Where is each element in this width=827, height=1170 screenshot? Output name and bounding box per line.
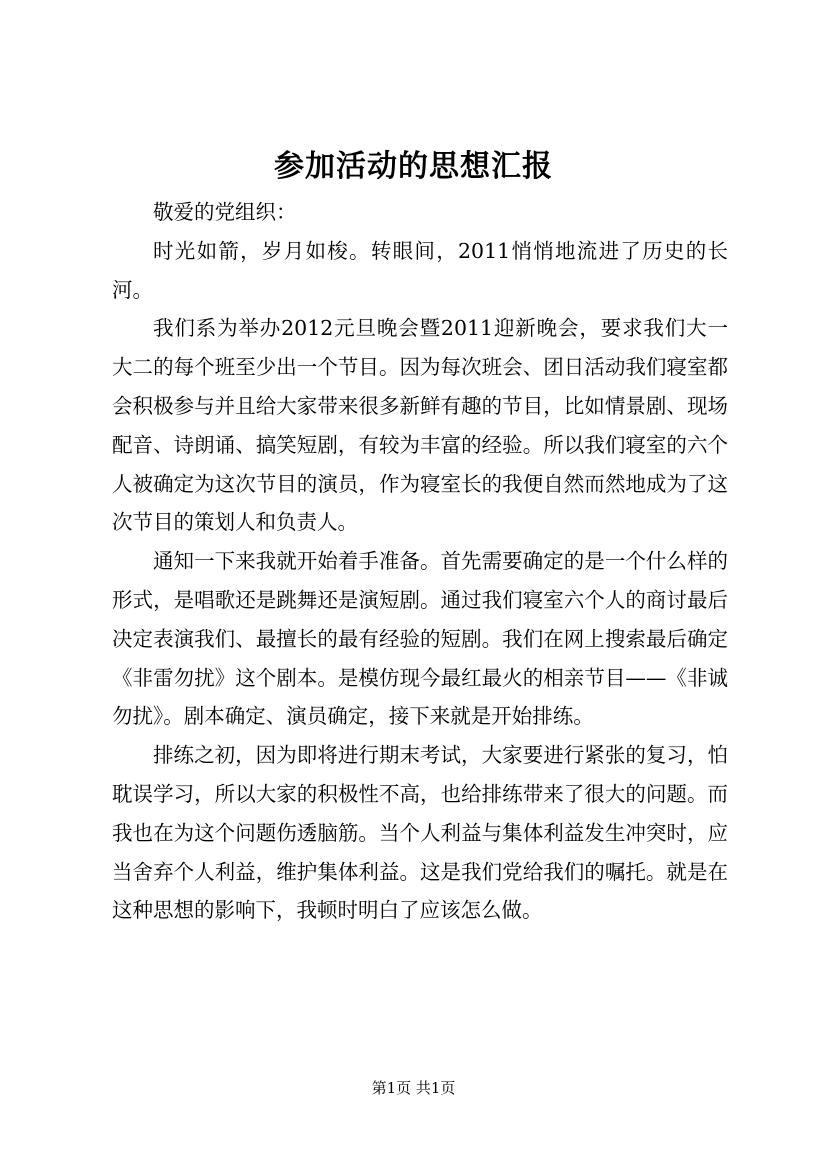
salutation: 敬爱的党组织： bbox=[153, 200, 297, 224]
document-title: 参加活动的思想汇报 bbox=[274, 149, 553, 184]
paragraph-3: 通知一下来我就开始着手准备。首先需要确定的是一个什么样的形式，是唱歌还是跳舞还是演短剧。通过我们寝室六个人的商讨最后决定表演我们、最擅长的最有经验的短剧。我们在网上搜索最后确定《非雷勿扰》这个剧本。是模仿现今最红最火的相亲节目——《非诚勿扰》。剧本确定、演员确定，接下来就是开始排练。 bbox=[112, 549, 728, 729]
page-footer: 第1页 共1页 bbox=[371, 1079, 456, 1097]
paragraph-4: 排练之初，因为即将进行期末考试，大家要进行紧张的复习，怕耽误学习，所以大家的积极性不高，也给排练带来了很大的问题。而我也在为这个问题伤透脑筋。当个人利益与集体利益发生冲突时，应当舍弃个人利益，维护集体利益。这是我们党给我们的嘱托。就是在这种思想的影响下，我顿时明白了应该怎么做。 bbox=[112, 743, 728, 923]
paragraph-2: 我们系为举办2012元旦晚会暨2011迎新晚会，要求我们大一大二的每个班至少出一个节目。因为每次班会、团日活动我们寝室都会积极参与并且给大家带来很多新鲜有趣的节目，比如情景剧、现场配音、诗朗诵、搞笑短剧，有较为丰富的经验。所以我们寝室的六个人被确定为这次节目的演员，作为寝室长的我便自然而然地成为了这次节目的策划人和负责人。 bbox=[112, 316, 728, 535]
paragraph-1: 时光如箭，岁月如梭。转眼间，2011悄悄地流进了历史的长河。 bbox=[112, 238, 728, 302]
document-body bbox=[112, 193, 728, 930]
